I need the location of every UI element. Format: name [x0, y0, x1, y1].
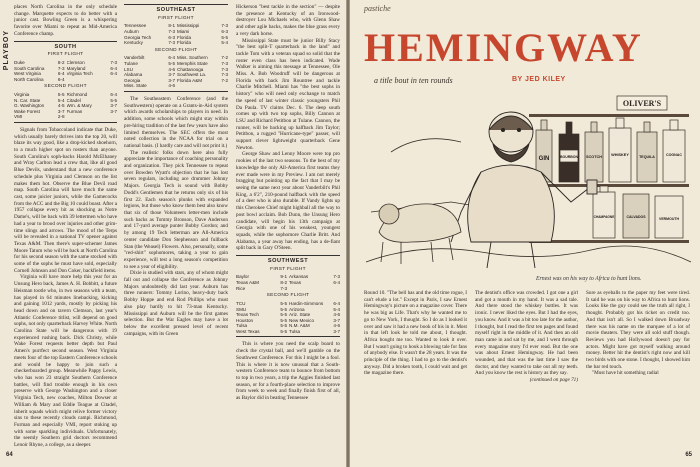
- body-paragraph: Hickerson "best tackle in the section" — despite the presence at Kentucky of an Ironwood-destroyer Lou Michaels who, with Glenn Shaw and other agile backs, makes the blue grass every a very dark horse.: [236, 4, 340, 37]
- southwest-table: [236, 255, 340, 337]
- team-record: 5-5: [168, 61, 175, 67]
- team-record: 6-3: [168, 34, 175, 40]
- south-first-flight-rows: [14, 60, 117, 82]
- team-record: 5-5: [110, 97, 117, 103]
- team-record: 5-5: [280, 300, 287, 306]
- team-name: Arkansas: [289, 274, 309, 280]
- team-name: SMU: [236, 306, 247, 312]
- south-second-flight-label: SECOND FLIGHT: [44, 84, 87, 90]
- body-paragraph: The dentist's office was crowded. I got one a girl and got a mouth in my hand. It was a sad tale. And there stood the whiskey bottles. It was ironic. I never liked the eyes. But I had the eyes, you know. And it was a bit too late for the author, I thought, but I read the first ten pages and found myself right in the middle of it. And then an old man came in and sat by me, and I went through every magazine story I'd ever read. But the one was about Ernest Hemingway. He had been wounded, and that was the last time I saw the doctor, and they wanted to take out all my teeth. And you know the rest is history as they say.: [475, 290, 578, 377]
- south-table-title: SOUTH: [14, 41, 117, 51]
- team-record: 6-3: [221, 29, 228, 34]
- team-name: Tennessee: [124, 23, 147, 29]
- team-name: Florida: [177, 34, 192, 40]
- team-name: Miami: [177, 29, 190, 34]
- bar-illustration: [361, 92, 692, 272]
- team-name: Virginia: [14, 92, 30, 97]
- team-record: [218, 83, 228, 89]
- team-name: Miss. State: [124, 83, 147, 89]
- team-record: 5-5: [221, 34, 228, 40]
- team-record: 7-3: [221, 72, 228, 78]
- team-record: 3-7: [57, 108, 65, 114]
- team-name: LSU: [124, 66, 133, 72]
- team-record: 5-4: [221, 40, 228, 46]
- label-cognac: COGNAC: [666, 153, 682, 157]
- team-name: [67, 77, 106, 83]
- team-name: Furman: [66, 108, 83, 114]
- body-paragraph: This is where you need the scalp board to check the crystal ball, and we'll gamble on the Southwest Conference. For this I might be a fool. This is where it is now unusual that a South-western Conference team to bounce from bottom to top in two years, a trip the Aggies finished last season, or for a fourth-place selection to improve from week to week and finally finish first of all, as Baylor did in beating Tennessee: [236, 341, 340, 402]
- team-name: Miss. Southern: [177, 55, 208, 61]
- team-record: 3-7: [333, 328, 340, 334]
- label-whiskey: WHISKEY: [611, 153, 629, 157]
- team-name: Maryland: [66, 65, 86, 71]
- team-record: 6-4: [57, 76, 65, 82]
- team-name: Virginia Tech: [66, 71, 93, 77]
- team-record: [107, 77, 117, 83]
- team-name: West Virginia: [14, 71, 41, 77]
- team-record: [107, 114, 117, 120]
- team-record: 3-7: [110, 103, 117, 109]
- team-record: [330, 286, 340, 292]
- article-byline: BY JED KILEY: [512, 76, 566, 83]
- label-champagne: CHAMPAGNE: [593, 215, 615, 219]
- team-record: 8-2: [280, 280, 287, 286]
- running-head-text: PLAYBOY: [3, 30, 10, 71]
- body-paragraph: The Southeastern Conference (and the Southwestern) operate on a Grants-in-Aid system which awards scholarships to players in need. In addition, some schools which might stay within pre-hiring tradition of the last few years have also limited themselves. The SEC offers the most noted collection in the NCAA for trial on a national basis. (I hardly care and will not print it.): [124, 96, 228, 149]
- section-kicker: pastiche: [364, 4, 391, 13]
- article-subhead: a title bout in ten rounds: [374, 76, 453, 85]
- team-record: 5-5: [57, 92, 65, 97]
- label-gin: GIN: [538, 156, 550, 162]
- team-record: 5-5: [280, 306, 287, 312]
- south-first-flight-label: FIRST FLIGHT: [47, 52, 84, 58]
- southwest-first-flight-label: FIRST FLIGHT: [270, 266, 306, 272]
- team-record: 7-3: [221, 66, 228, 72]
- team-record: 6-4: [333, 300, 340, 306]
- team-name: G. Washington: [14, 103, 45, 109]
- team-name: North Carolina: [14, 76, 44, 82]
- team-record: 3-7: [110, 108, 117, 114]
- body-paragraph: Signals from Tobaccoland indicate that Duke, which usually barely thrives into the top 20, will blaze its way good, like a drop-kicked shoehorn, to a much higher spot on rosters than anyone. South Carolina's soph-backs Harold McElhaney and Wray Carlton lead a crew that, like all good Blue Devils, understand that a new conference schedule plus Virginia and Clemson on the list makes them hot. Observe the Blue Devil road map. South Carolina will have much the same cast, some juicier juniors, while the Gamecocks from the ACC and the Big 10 could boast. After a 1957 collapse every bit as shocking as Notre Dame's, will be back with 39 lettermen who have had a year to brood over injuries and other grim-time slings and arrows. The mood of the Terps will be revealed in a national TV opener against Texas A&M. Then there's super-schemer James Moore Tatum who will be back at North Carolina for his second season with the same stocked with some of the sophs he must have sold, especially Cornell Johnson and Don Coker, backfield items.: [14, 126, 117, 274]
- team-record: 9-1: [280, 274, 287, 280]
- team-record: 8-2: [57, 59, 65, 65]
- team-record: 6-4: [110, 92, 117, 97]
- team-name: VMI: [14, 114, 23, 120]
- team-record: 4-6: [333, 323, 340, 329]
- team-record: 7-3: [221, 61, 228, 67]
- team-record: 4-6: [333, 312, 340, 318]
- team-record: 6-4: [168, 55, 175, 61]
- team-name: Georgia Tech: [124, 34, 152, 40]
- southeast-first-flight-rows: [124, 23, 228, 45]
- team-name: [67, 114, 106, 120]
- team-record: 5-5: [280, 317, 287, 323]
- team-record: 5-5: [280, 328, 287, 334]
- team-name: South Carolina: [14, 65, 45, 71]
- team-name: Florida: [177, 40, 192, 46]
- team-record: 4-6: [168, 66, 175, 72]
- right-column-2: [475, 290, 578, 460]
- team-record: 7-3: [280, 285, 287, 291]
- article-headline: HEMINGWAY: [364, 25, 643, 70]
- team-record: 2-8: [57, 114, 65, 120]
- body-paragraph: George Shaw and Lenny Moore were top pro rookies of the last two seasons. To the best of my knowledge the only All-America first teams they ever made were in my Preview. I am not merely bragging but pointing up the fact that I may be seeing the same next year about Vanderbilt's Phil King, a 6'2", 210-pound halfback with the speed of a deer who is also durable. If Vandy lights up this Cherokee Chief might highball all the way to post bowl acclaim. Bob Dunn, the Unsung Hero candidate, will begin his 13th campaign at Georgia with one of his weakest, youngest squads, while the sophomore Charlie Britt. And Alabama, a year away has ending, has a de-fiant split back in Gary O'Steen.: [236, 151, 340, 252]
- body-paragraph: Sure as eyeballs to the paper my feet were tired. It said he was on his way to Africa to hunt lions. Looks like the guy could see the truth all right, I thought. Probably got his ticket on credit too. And that isn't all. So I walked down Broadway there was his name on the marquee of a lot of movie theaters. They were all sold stuff though. Reviews you had Hollywood doesn't pay for actors. Might have got myself walking around money. Better hit the dentist's right now and kill two birds with one stone. I thought, I showed him the bar red touch.: [586, 290, 690, 370]
- team-name: Clemson: [66, 59, 85, 65]
- team-record: 5-5: [280, 323, 287, 329]
- team-record: 7-3: [110, 59, 117, 65]
- right-column-3: [586, 290, 690, 460]
- southeast-second-flight-rows: [124, 55, 228, 89]
- team-name: Florida A&M: [177, 77, 203, 83]
- team-name: Georgia: [124, 77, 141, 83]
- team-name: Texas Tech: [236, 312, 259, 318]
- label-vermouth: VERMOUTH: [658, 217, 680, 221]
- southwest-second-flight-label: SECOND FLIGHT: [266, 293, 310, 299]
- team-name: Tulane: [124, 61, 138, 67]
- team-record: 4-6: [168, 83, 175, 89]
- team-name: [177, 83, 216, 89]
- southeast-first-flight-label: FIRST FLIGHT: [158, 15, 194, 21]
- team-name: West Texas: [236, 328, 260, 334]
- team-record: 4-5: [57, 103, 65, 109]
- team-name: Tulsa: [236, 323, 248, 329]
- team-name: Mississippi: [177, 23, 200, 29]
- team-record: 7-3: [168, 40, 175, 46]
- left-column-3: [236, 4, 340, 459]
- label-tequila: TEQUILA: [639, 155, 655, 159]
- team-name: [289, 286, 328, 292]
- team-name: Texas A&M: [236, 280, 259, 286]
- southwest-table-title: SOUTHWEST: [236, 255, 340, 265]
- team-record: 6-4: [110, 71, 117, 77]
- team-name: Richmond: [66, 92, 88, 97]
- team-record: 7-3: [333, 274, 340, 280]
- team-name: Southwest La.: [177, 72, 207, 78]
- left-column-2: [124, 4, 228, 459]
- team-name: TCU: [236, 300, 246, 306]
- south-second-flight-rows: [14, 92, 117, 120]
- team-name: Auburn: [124, 29, 139, 34]
- team-name: Tulsa: [289, 328, 301, 334]
- team-name: Chattanooga: [177, 66, 204, 72]
- team-record: 6-4: [57, 71, 65, 77]
- team-name: Alabama: [124, 72, 143, 78]
- team-record: 3-7: [168, 72, 175, 78]
- team-name: Wm. & Mary: [66, 103, 92, 109]
- team-record: 6-4: [110, 65, 117, 71]
- body-paragraph: Dixie is studied with stars, any of whom might fall out and collapse the Conference as Johnny Majors undoubtedly did last year. Auburn has three runners: Tommy Lorino, heavy-duty back Bobby Hoppe and end Rod Phillips who must also play hardly to hit 73-man Kentucky. Mississippi and Auburn will be the first games selection. But the War Eagles may have a lot below the excellent pressed level of recent campaigns, with its Green: [124, 270, 228, 337]
- label-bourbon: BOURBON: [559, 155, 579, 159]
- southeast-second-flight-label: SECOND FLIGHT: [154, 47, 198, 53]
- team-record: 5-4: [333, 306, 340, 312]
- team-name: N. Car. State: [14, 97, 41, 103]
- body-paragraph: Virginia will have more help this year for an Unsung Hero back, James A. H. Bobbitt, a future Heisman tootle who, in two seasons with a team, has played in 64 minutes linebacking, kicking and gaining 1012 yards, mostly by picking his head down and on tavern Clemson, last year's Atlantic Conference titlist, will depend on good sophs, not only quarterback Harvey White. North Carolina State will be dangerous with 19 experienced rushing back. Dick Christy, while Wake Forest requests better depth but Paul Amen's purrfect second season. West Virginia meets four of the top Eastern Conference schools and would be happy to join such a checkerboarded group. Meanwhile Pappy Lewis, who has won 23 straight Southern Conference battles, will find trouble enough in his own preserve with George Washington and a closer Virginia Tech, new coaches, Milton Dowser at William & Mary and Eddie Teague at Citadel, inherit squads which might relive former victory sins to these recently clouds campi. Richmond, Furman and especially VMI, report stoking up with some sparkling individuals. Unfortunately, the seemly Southern grid doctors recommend Lenoir Rhyne, a college, as a sleeper.: [14, 274, 117, 449]
- team-name: N.M. A&M: [289, 323, 310, 329]
- team-name: Houston: [236, 317, 254, 323]
- body-paragraph: The realistic folks down here also fully appreciate the importance of coaching personality and organization. They pick Tennessee to repeat over Bowden Wyatt's objection that he has lost seven regulars, including ace drummer Johnny Majors. Georgia Tech is sound with Bobby Dodd's Gentlemen that he returns only six of his first 22. Each season's plunks with expanded legions, but those who know them best also know that six of those Volunteers letter-men include such backs as Tommy Bronson, Dave Anderson and 17-yard average punter Bobby Gordon; and by among 19 Tech letterman are All-America center candidate Don Stephenson and fullback Stan (the Weasel) Flowers. Also, personally, some "red-shirt" sophomores, taking a year to gain experience, will test a long season's competition to see a year of eligibility.: [124, 149, 228, 270]
- team-name: Texas: [289, 280, 301, 286]
- team-name: Baylor: [236, 274, 250, 280]
- team-record: 7-2: [221, 55, 228, 61]
- team-record: 7-3: [168, 29, 175, 34]
- southwest-second-flight-rows: [236, 301, 340, 335]
- team-name: Vanderbilt: [124, 55, 145, 61]
- body-paragraph: Mississippi State must be junior Billy Stacy "the best split-T quarterback in the land" and tackle Tom with a veteran squad so solid that the roster even class has been indicated. Wade Walker is aiming this message at Tennessee, Ole Miss. A. Bob Woodruff will be dangerous at Florida with back Jim Rountree and tackle Charlie Mitchell. Miami has "the best sophs in history" who will need only exchange to match the speed of last winter classic youngsters Phil Da Paula. TV claims Dec. 6. The deep south comes up with two top sophs, Billy Cannon at LSU and Richard Petitbon at Tulane. Cannon, the runner, will be backing up halfback Jim Taylor; Petitbon, a rugged "Hurricane-type" passer, will support clever lightweight quarterback Gene Newton.: [236, 37, 340, 151]
- shelf-top: [529, 114, 689, 117]
- body-paragraph: places North Carolina in the only schedule change. Marquette expects to do better with a junior cast. Bowling Green is a whispering favorite over Miami to repeat as Mid-America Conference champ.: [14, 4, 117, 37]
- team-name: Duke: [14, 59, 25, 65]
- team-record: 3-7: [333, 317, 340, 323]
- body-paragraph: "Must have hit something radial: [592, 370, 659, 377]
- southeast-table-title: SOUTHEAST: [124, 4, 228, 14]
- team-name: Arizona: [289, 306, 305, 312]
- south-table: [14, 41, 117, 123]
- right-column-1: [364, 290, 467, 460]
- team-record: 7-3: [57, 65, 65, 71]
- illustration-caption: Ernest was on his way to Africa to hunt lions.: [536, 276, 642, 282]
- right-page: [350, 0, 700, 467]
- team-record: 7-3: [221, 23, 228, 29]
- page-number-left: 64: [6, 452, 13, 458]
- label-calvados: CALVADOS: [626, 215, 646, 219]
- continued-note: (continued on page 71): [529, 377, 578, 384]
- southeast-table: [124, 4, 228, 92]
- team-name: Wake Forest: [14, 108, 40, 114]
- page-number-right: 65: [685, 452, 692, 458]
- team-name: Memphis State: [177, 61, 208, 67]
- team-name: Ariz. State: [289, 312, 311, 318]
- team-record: 3-7: [168, 77, 175, 83]
- running-head: [3, 30, 11, 73]
- team-name: Kentucky: [124, 40, 143, 46]
- left-page: [0, 0, 346, 467]
- team-record: 8-1: [168, 23, 175, 29]
- team-record: 5-4: [57, 97, 65, 103]
- team-name: Hardin-Simmons: [289, 300, 324, 306]
- team-name: Rice: [236, 285, 246, 291]
- team-name: Citadel: [66, 97, 81, 103]
- team-record: 7-2: [221, 77, 228, 83]
- shelf-bottom: [529, 240, 689, 243]
- team-record: 5-5: [280, 312, 287, 318]
- label-scotch: SCOTCH: [585, 155, 603, 159]
- sign-text: OLIVER'S: [622, 99, 662, 108]
- southwest-first-flight-rows: [236, 274, 340, 291]
- team-name: New Mexico: [289, 317, 315, 323]
- left-column-1: [14, 4, 117, 459]
- team-record: 6-4: [333, 280, 340, 286]
- body-paragraph: Round 10. "The bell has and the old time rogue, I can't elude a lot." Except in Paris, I saw Ernest Hemingway's picture on a magazine cover. There he was big as Life. That's why he wanted me to go to New York, I thought. So I do as I looked it over and saw it had a new book of his in it. Most in that left look he told me about, I thought. Africa bought me too. Wanted to look it over. But I wasn't going to hook a blowing tale for fans of anybody else. It wasn't the 28 years. It was the principle of the thing. I had to go to the dentist's anyway. Did a broken tooth, I could wait and get the magazine there.: [364, 290, 467, 377]
